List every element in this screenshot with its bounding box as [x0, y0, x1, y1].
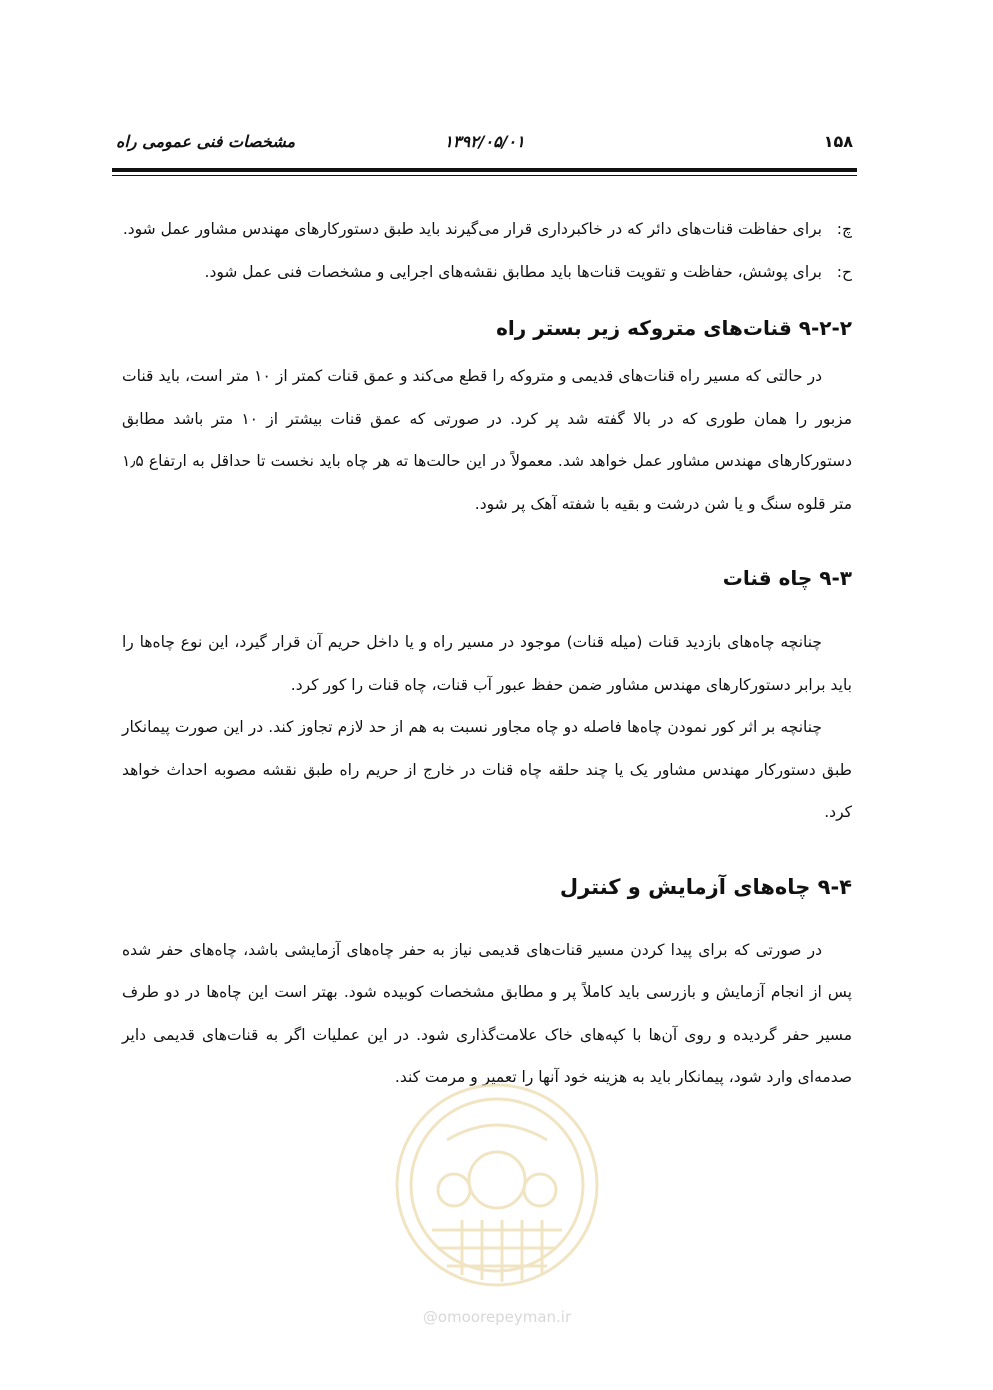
watermark-seal-icon — [392, 1070, 602, 1300]
header-rule-thin — [112, 175, 857, 176]
paragraph: در صورتی که برای پیدا کردن مسیر قنات‌های قدیمی نیاز به حفر چاه‌های آزمایشی باشد، چاه‌های حفر شده پس از انجام آزمایش و بازرسی باید کاملاً پر و مطابق مشخصات کوبیده شود. بهتر است این چاه‌ها در دو طرف مسیر حفر گردیده و روی آن‌ها با کپه‌های خاک علامت‌گذاری شود. در این عملیات اگر به قنات‌های قدیمی دایر صدمه‌ای وارد شود، پیمانکار باید به هزینه خود آنها را تعمیر و مرمت کند. — [122, 940, 852, 1086]
header-rule-thick — [112, 168, 857, 172]
header-date: ۱۳۹۲/۰۵/۰۱ — [444, 132, 525, 151]
list-item-text: برای پوشش، حفاظت و تقویت قنات‌ها باید مطابق نقشه‌های اجرایی و مشخصات فنی عمل شود. — [204, 262, 822, 281]
header-title: مشخصات فنی عمومی راه — [116, 132, 296, 151]
paragraph: در حالتی که مسیر راه قنات‌های قدیمی و متروکه را قطع می‌کند و عمق قنات کمتر از ۱۰ متر است، باید قنات مزبور را همان طوری که در بالا گفته شد پر کرد. در صورتی که عمق قنات بیشتر از ۱۰ متر باشد مطابق دستورکارهای مهندس مشاور عمل خواهد شد. معمولاً در این حالت‌ها ته هر چاه باید نخست تا حداقل به ارتفاع ۱٫۵ متر قلوه سنگ و یا شن درشت و بقیه با شفته آهک پر شود. — [122, 367, 852, 513]
list-item — [122, 208, 852, 251]
page-number: ۱۵۸ — [823, 132, 853, 151]
list-item-text: برای حفاظت قنات‌های دائر که در خاکبرداری قرار می‌گیرند باید طبق دستورکارهای مهندس مشاور عمل شود. — [122, 220, 822, 238]
list-marker: چ: — [836, 220, 852, 238]
document-body — [122, 208, 852, 1099]
list-item — [122, 251, 852, 294]
section-heading: ۹-۳ چاه قنات — [722, 566, 852, 590]
section-heading: ۹-۴ چاه‌های آزمایش و کنترل — [559, 874, 852, 899]
paragraph: چنانچه بر اثر کور نمودن چاه‌ها فاصله دو چاه مجاور نسبت به هم از حد لازم تجاوز کند. در این صورت پیمانکار طبق دستورکار مهندس مشاور یک یا چند حلقه چاه قنات در خارج از حریم راه طبق نقشه مصوبه احداث خواهد کرد. — [122, 718, 852, 821]
section-heading: ۹-۲-۲ قنات‌های متروکه زیر بستر راه — [496, 316, 852, 340]
list-marker: ح: — [836, 262, 852, 281]
watermark-logo — [392, 1070, 602, 1330]
watermark-text: @omoorepeyman.ir — [422, 1308, 572, 1326]
paragraph: چنانچه چاه‌های بازدید قنات (میله قنات) موجود در مسیر راه و یا داخل حریم آن قرار گیرد، این نوع چاه‌ها را باید برابر دستورکارهای مهندس مشاور ضمن حفظ عبور آب قنات، چاه قنات را کور کرد. — [122, 633, 852, 694]
page-header — [112, 128, 857, 160]
